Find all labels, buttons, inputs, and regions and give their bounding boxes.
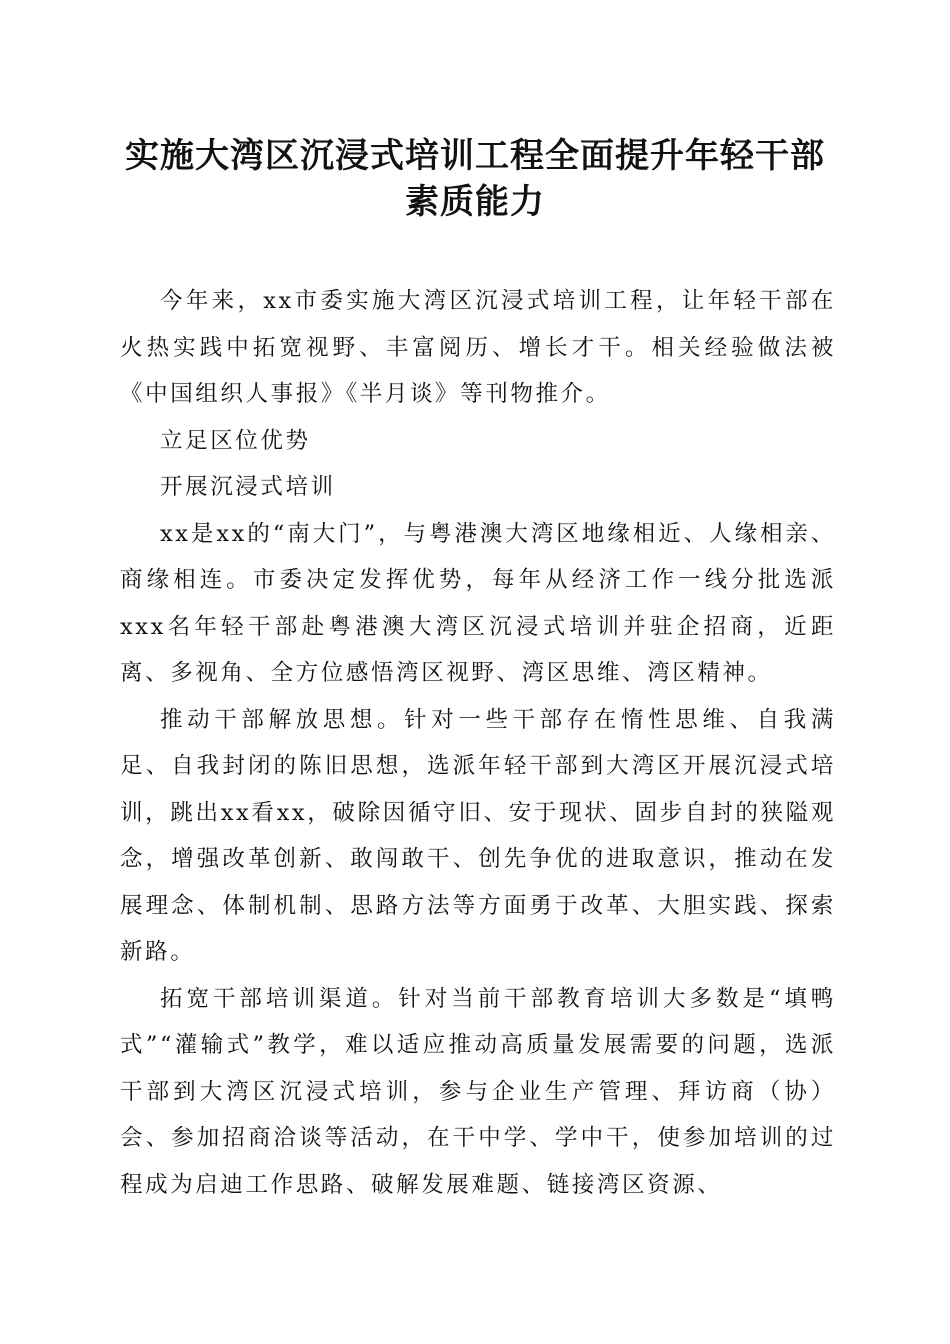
paragraph-location: xx是xx的“南大门”，与粤港澳大湾区地缘相近、人缘相亲、商缘相连。市委决定发挥优势，每年从经济工作一线分批选派xxx名年轻干部赴粤港澳大湾区沉浸式培训并驻企招商，近距离、多视角、全方位感悟湾区视野、湾区思维、湾区精神。 xyxy=(120,520,836,686)
section-heading-1: 立足区位优势 xyxy=(160,427,311,454)
title-line-1: 实施大湾区沉浸式培训工程全面提升年轻干部 xyxy=(125,136,825,176)
paragraph-training-channels: 拓宽干部培训渠道。针对当前干部教育培训大多数是“填鸭式”“灌输式”教学，难以适应推动高质量发展需要的问题，选派干部到大湾区沉浸式培训，参与企业生产管理、拜访商（协）会、参加招商洽谈等活动，在干中学、学中干，使参加培训的过程成为启迪工作思路、破解发展难题、链接湾区资源、 xyxy=(120,985,836,1198)
title-line-2: 素质能力 xyxy=(405,182,545,222)
document-body xyxy=(120,278,836,1208)
paragraph-mindset: 推动干部解放思想。针对一些干部存在惰性思维、自我满足、自我封闭的陈旧思想，选派年轻干部到大湾区开展沉浸式培训，跳出xx看xx，破除因循守旧、安于现状、固步自封的狭隘观念，增强改革创新、敢闯敢干、创先争优的进取意识，推动在发展理念、体制机制、思路方法等方面勇于改革、大胆实践、探索新路。 xyxy=(120,706,836,965)
section-heading-2: 开展沉浸式培训 xyxy=(160,474,336,500)
document-title xyxy=(95,133,855,225)
paragraph-intro: 今年来，xx市委实施大湾区沉浸式培训工程，让年轻干部在火热实践中拓宽视野、丰富阅历、增长才干。相关经验做法被《中国组织人事报》《半月谈》等刊物推介。 xyxy=(120,288,836,407)
